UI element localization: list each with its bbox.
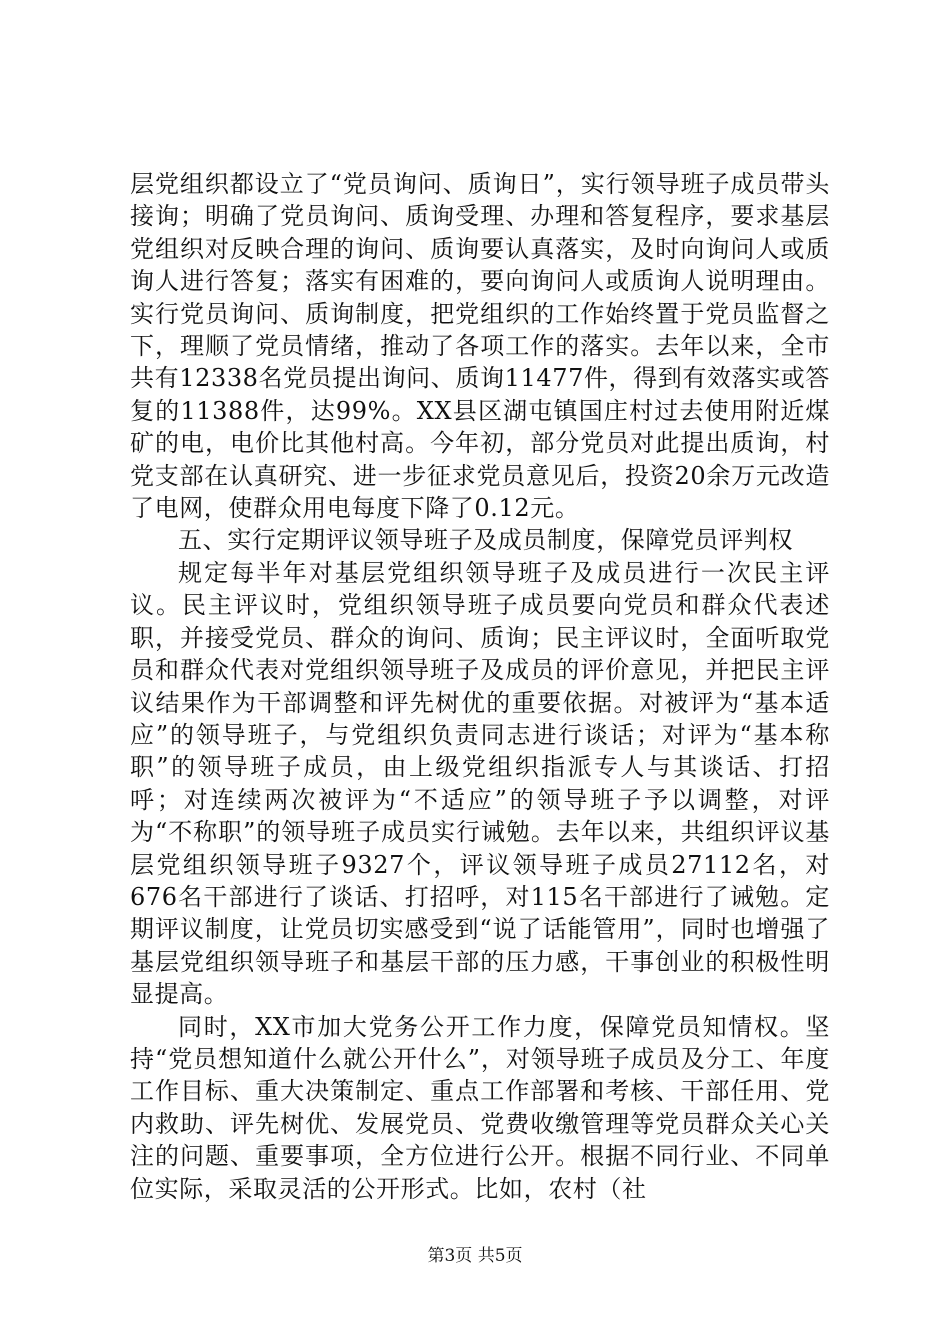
document-body	[130, 168, 830, 1205]
paragraph-continuation: 层党组织都设立了“党员询问、质询日”，实行领导班子成员带头接询；明确了党员询问、质询受理、办理和答复程序，要求基层党组织对反映合理的询问、质询要认真落实，及时向询问人或质询人进行答复；落实有困难的，要向询问人或质询人说明理由。实行党员询问、质询制度，把党组织的工作始终置于党员监督之下，理顺了党员情绪，推动了各项工作的落实。去年以来，全市共有12338名党员提出询问、质询11477件，得到有效落实或答复的11388件，达99%。XX县区湖屯镇国庄村过去使用附近煤矿的电，电价比其他村高。今年初，部分党员对此提出质询，村党支部在认真研究、进一步征求党员意见后，投资20余万元改造了电网，使群众用电每度下降了0.12元。	[130, 170, 830, 523]
paragraph-party-affairs-disclosure: 同时，XX市加大党务公开工作力度，保障党员知情权。坚持“党员想知道什么就公开什么”，对领导班子成员及分工、年度工作目标、重大决策制定、重点工作部署和考核、干部任用、党内救助、评先树优、发展党员、党费收缴管理等党员群众关心关注的问题、重要事项，全方位进行公开。根据不同行业、不同单位实际，采取灵活的公开形式。比如，农村（社	[130, 1012, 830, 1203]
page-footer: 第3页 共5页	[427, 1246, 523, 1266]
paragraph-evaluation: 规定每半年对基层党组织领导班子及成员进行一次民主评议。民主评议时，党组织领导班子成员要向党员和群众代表述职，并接受党员、群众的询问、质询；民主评议时，全面听取党员和群众代表对党组织领导班子及成员的评价意见，并把民主评议结果作为干部调整和评先树优的重要依据。对被评为“基本适应”的领导班子，与党组织负责同志进行谈话；对评为“基本称职”的领导班子成员，由上级党组织指派专人与其谈话、打招呼；对连续两次被评为“不适应”的领导班子予以调整，对评为“不称职”的领导班子成员实行诫勉。去年以来，共组织评议基层党组织领导班子9327个，评议领导班子成员27112名，对676名干部进行了谈话、打招呼，对115名干部进行了诫勉。定期评议制度，让党员切实感受到“说了话能管用”，同时也增强了基层党组织领导班子和基层干部的压力感，干事创业的积极性明显提高。	[130, 558, 830, 1009]
section-heading-five: 五、实行定期评议领导班子及成员制度，保障党员评判权	[178, 526, 793, 555]
